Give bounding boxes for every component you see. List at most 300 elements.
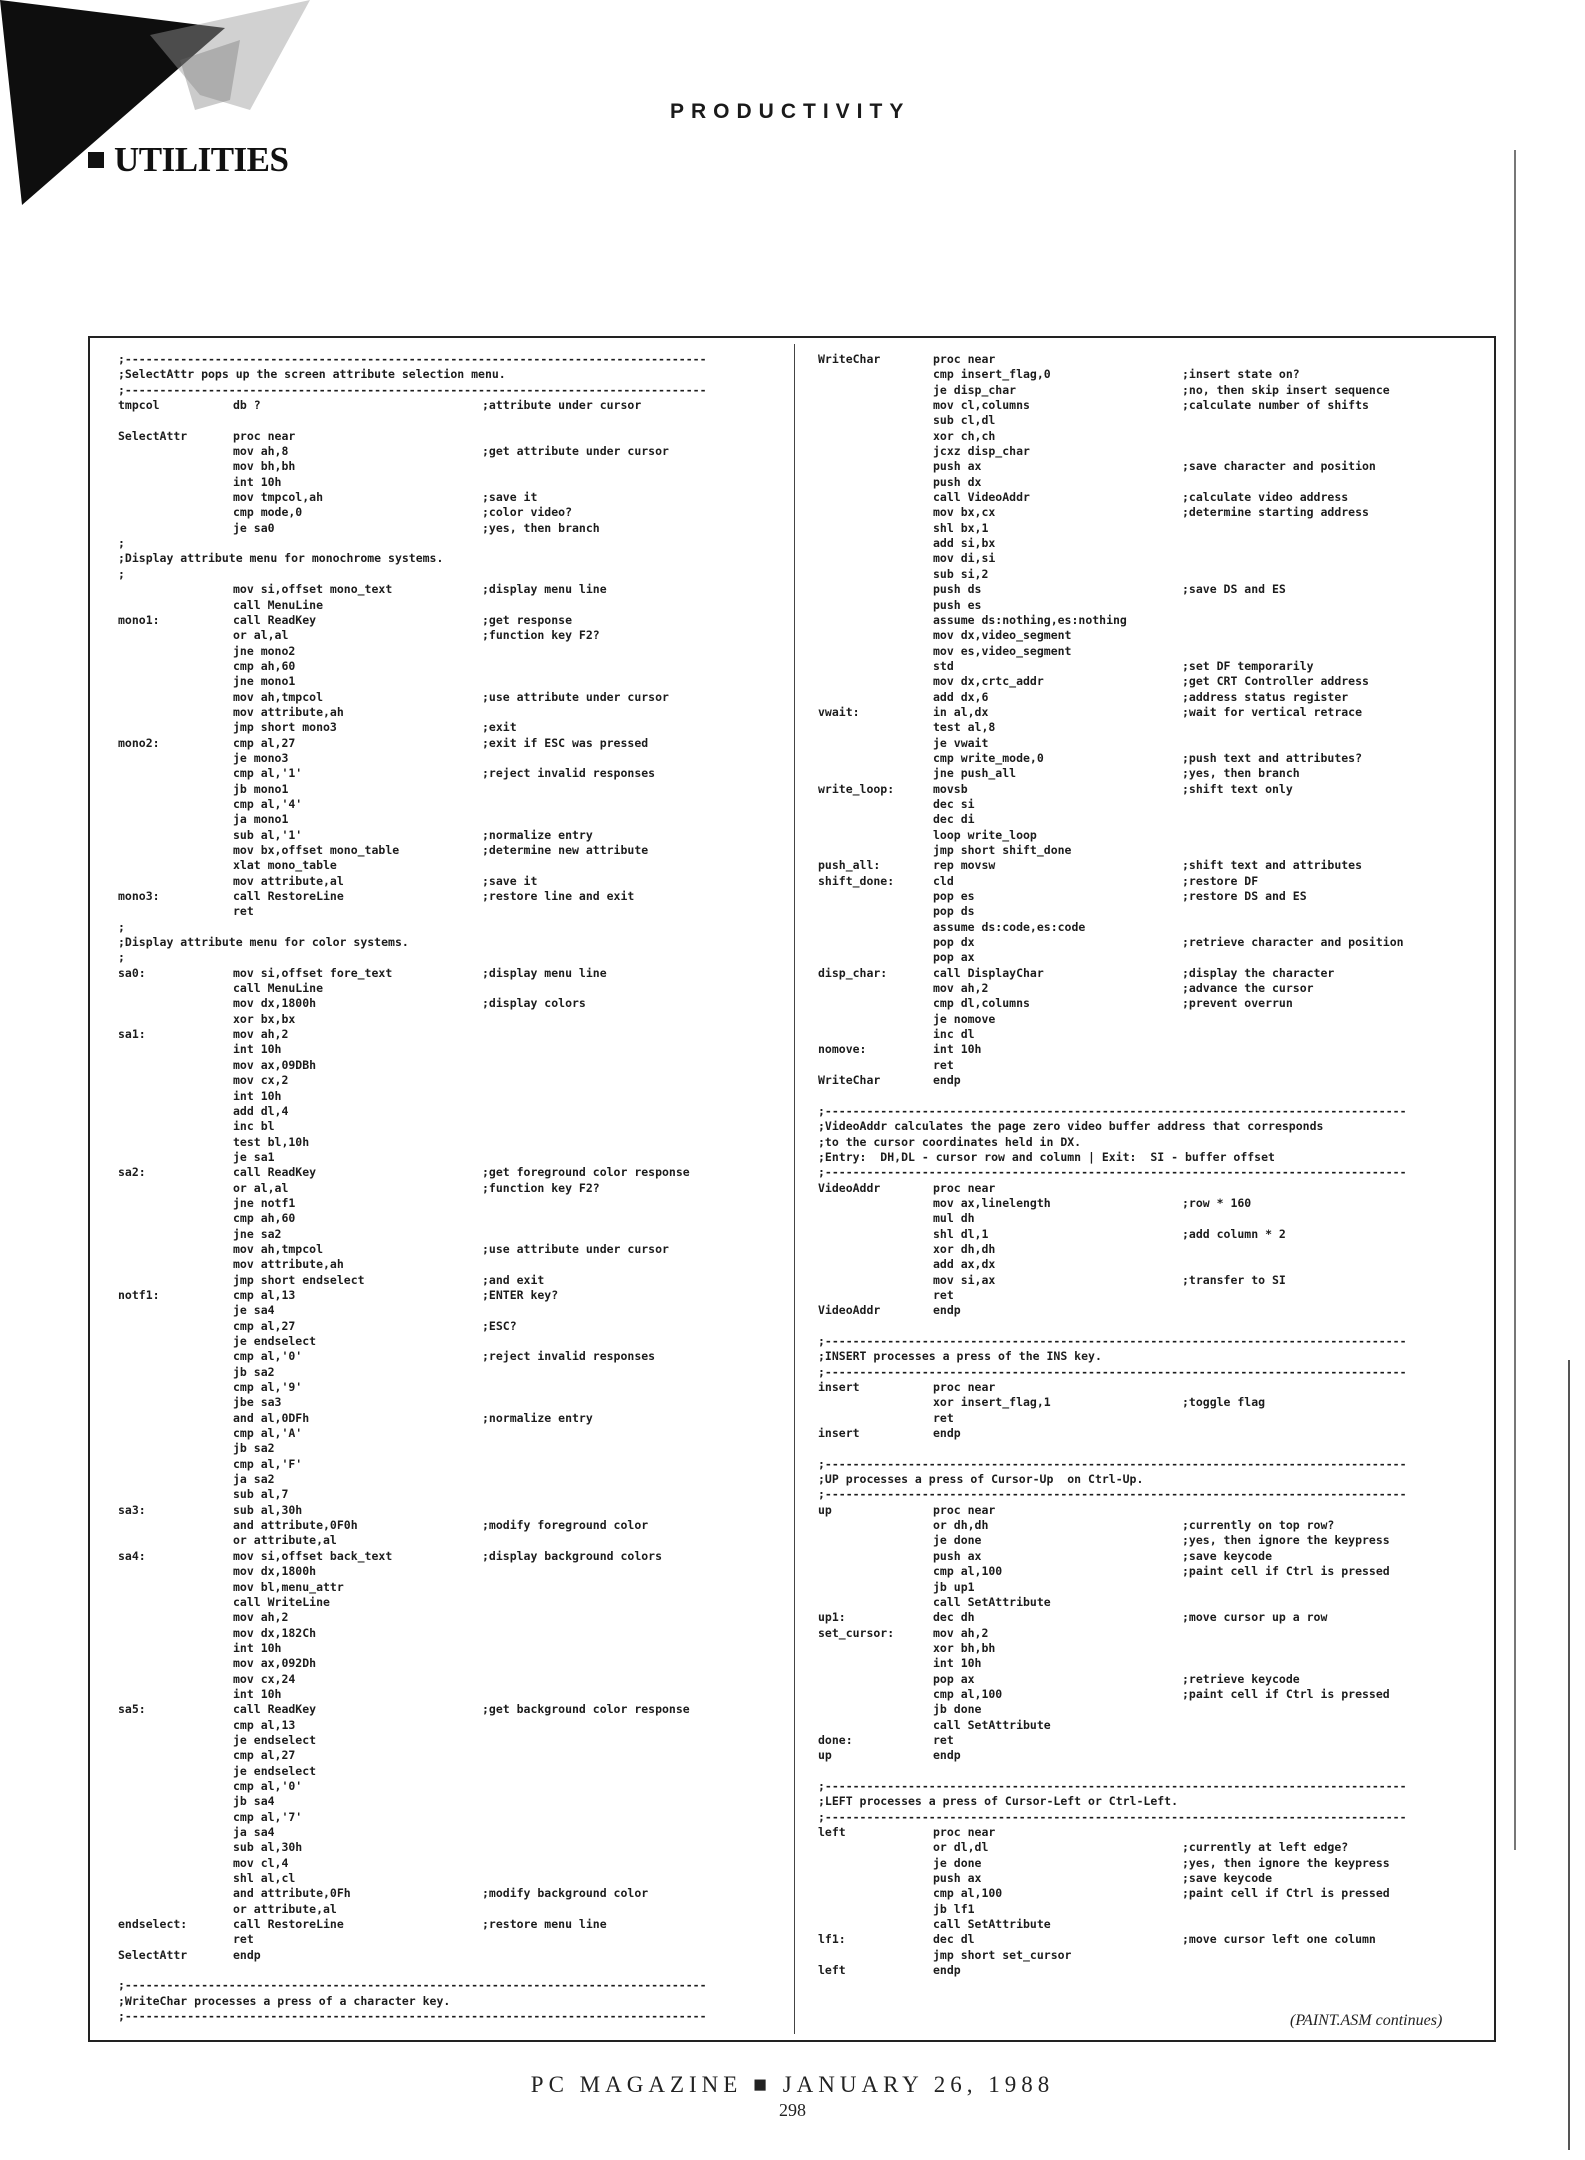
code-comment: ;shift text and attributes — [1182, 858, 1363, 873]
separator-rule: ;------------------------------------------------------------------------------------ — [818, 1487, 1407, 1502]
code-line — [818, 475, 1478, 490]
code-instruction: mov ah,2 — [933, 1625, 989, 1640]
code-instruction: jmp short set_cursor — [933, 1947, 1072, 1962]
code-instruction: call RestoreLine — [233, 1917, 344, 1932]
code-comment: ;get foreground color response — [482, 1165, 690, 1180]
code-comment: ;yes, then ignore the keypress — [1182, 1533, 1390, 1548]
code-instruction: sub si,2 — [933, 566, 989, 581]
code-instruction: xor bh,bh — [933, 1640, 996, 1655]
separator-rule: ;------------------------------------------------------------------------------------ — [818, 1334, 1407, 1348]
separator-rule: ;------------------------------------------------------------------------------------ — [818, 1456, 1407, 1471]
code-instruction: je vwait — [933, 735, 989, 750]
code-comment: ;modify foreground color — [482, 1518, 649, 1533]
code-comment: ;retrieve keycode — [1182, 1671, 1300, 1686]
code-instruction: call MenuLine — [233, 597, 324, 612]
code-instruction: cld — [933, 873, 954, 888]
code-line — [118, 1042, 778, 1057]
code-line — [818, 582, 1478, 597]
code-line — [118, 766, 778, 781]
code-instruction: mov attribute,ah — [233, 1257, 344, 1272]
code-line — [118, 1487, 778, 1502]
code-instruction: rep movsw — [933, 858, 996, 873]
code-line — [118, 659, 778, 674]
code-line — [118, 1810, 778, 1825]
code-line — [118, 1564, 778, 1579]
code-line — [818, 1242, 1478, 1257]
code-line — [818, 1794, 1478, 1809]
code-line — [118, 1932, 778, 1947]
code-line — [818, 1150, 1478, 1165]
code-instruction: inc bl — [233, 1119, 275, 1134]
code-comment: ;restore line and exit — [482, 889, 635, 904]
code-line — [118, 1825, 778, 1840]
code-line — [118, 383, 778, 398]
code-line — [818, 367, 1478, 382]
code-line — [118, 521, 778, 536]
code-line — [818, 505, 1478, 520]
code-instruction: mov ah,tmpcol — [233, 689, 324, 704]
section-label: PRODUCTIVITY — [670, 100, 911, 123]
code-line — [818, 1487, 1478, 1502]
code-line — [818, 812, 1478, 827]
code-comment: ;yes, then ignore the keypress — [1182, 1855, 1390, 1870]
code-instruction: call ReadKey — [233, 1702, 317, 1717]
code-label: SelectAttr — [118, 428, 188, 443]
code-line — [818, 782, 1478, 797]
code-line — [118, 459, 778, 474]
code-comment: ;no, then skip insert sequence — [1182, 382, 1390, 397]
code-instruction: mov ah,tmpcol — [233, 1241, 324, 1256]
code-label: tmpcol — [118, 398, 160, 413]
code-instruction: movsb — [933, 781, 968, 796]
code-line — [118, 1902, 778, 1917]
code-comment: ;save it — [482, 490, 538, 505]
code-comment: ;wait for vertical retrace — [1182, 704, 1363, 719]
code-line — [818, 1319, 1478, 1334]
code-instruction: mov dx,crtc_addr — [933, 674, 1044, 689]
code-label: insert — [818, 1380, 860, 1395]
code-instruction: cmp al,'F' — [233, 1456, 303, 1471]
code-line — [818, 1595, 1478, 1610]
code-instruction: cmp al,'4' — [233, 796, 303, 811]
code-line — [818, 1917, 1478, 1932]
code-line — [818, 1856, 1478, 1871]
code-line — [818, 1564, 1478, 1579]
code-instruction: sub al,'1' — [233, 827, 303, 842]
code-instruction: proc near — [233, 428, 296, 443]
code-line — [818, 766, 1478, 781]
code-instruction: mov si,offset fore_text — [233, 965, 393, 980]
code-instruction: mov ah,8 — [233, 444, 289, 459]
code-line — [118, 950, 778, 965]
code-label: mono1: — [118, 612, 160, 627]
code-line — [118, 1135, 778, 1150]
code-line — [818, 1089, 1478, 1104]
code-instruction: jne push_all — [933, 766, 1017, 781]
code-line — [118, 1626, 778, 1641]
code-line — [818, 996, 1478, 1011]
code-instruction: je sa0 — [233, 520, 275, 535]
code-line — [818, 874, 1478, 889]
code-instruction: inc dl — [933, 1027, 975, 1042]
code-line — [818, 1119, 1478, 1134]
code-instruction: endp — [933, 1073, 961, 1088]
code-label: endselect: — [118, 1917, 188, 1932]
code-instruction: cmp ah,60 — [233, 658, 296, 673]
code-instruction: mov es,video_segment — [933, 643, 1072, 658]
code-line — [118, 981, 778, 996]
code-line — [818, 459, 1478, 474]
code-comment: ;reject invalid responses — [482, 1349, 656, 1364]
code-instruction: jb lf1 — [933, 1901, 975, 1916]
code-line — [118, 996, 778, 1011]
code-line — [118, 1702, 778, 1717]
code-line — [818, 567, 1478, 582]
code-comment: ;use attribute under cursor — [482, 689, 669, 704]
code-line — [118, 1181, 778, 1196]
code-instruction: mov ax,092Dh — [233, 1656, 317, 1671]
code-comment: ;save keycode — [1182, 1548, 1273, 1563]
code-label: notf1: — [118, 1287, 160, 1302]
code-instruction: call MenuLine — [233, 981, 324, 996]
code-comment: ;add column * 2 — [1182, 1226, 1286, 1241]
code-instruction: cmp al,27 — [233, 1318, 296, 1333]
code-line — [118, 1273, 778, 1288]
page-number: 298 — [779, 2100, 806, 2120]
code-line — [118, 475, 778, 490]
code-instruction: endp — [933, 1303, 961, 1318]
code-instruction: cmp mode,0 — [233, 505, 303, 520]
code-line — [118, 1503, 778, 1518]
code-line — [118, 1349, 778, 1364]
code-line — [118, 1672, 778, 1687]
code-line — [118, 2009, 778, 2024]
code-instruction: mov dx,1800h — [233, 1564, 317, 1579]
code-instruction: push es — [933, 597, 982, 612]
code-line — [818, 1610, 1478, 1625]
code-line — [818, 1641, 1478, 1656]
separator-rule: ;------------------------------------------------------------------------------------ — [818, 1103, 1407, 1118]
code-instruction: dec dh — [933, 1610, 975, 1625]
code-instruction: je done — [933, 1855, 982, 1870]
code-line — [118, 1365, 778, 1380]
code-instruction: ja sa4 — [233, 1825, 275, 1839]
code-comment: ;display the character — [1182, 965, 1335, 980]
code-line — [818, 1626, 1478, 1641]
code-label: SelectAttr — [118, 1947, 188, 1962]
code-instruction: int 10h — [233, 474, 282, 489]
code-line — [818, 1196, 1478, 1211]
code-line — [818, 751, 1478, 766]
code-comment: ;save character and position — [1182, 459, 1376, 474]
code-instruction: or attribute,al — [233, 1533, 337, 1548]
code-instruction: cmp al,100 — [933, 1564, 1003, 1579]
code-line — [818, 1273, 1478, 1288]
code-line — [118, 828, 778, 843]
code-label: WriteChar — [818, 352, 881, 366]
code-label: VideoAddr — [818, 1180, 881, 1195]
code-label: sa1: — [118, 1027, 146, 1042]
code-instruction: je sa4 — [233, 1303, 275, 1318]
code-instruction: or attribute,al — [233, 1901, 337, 1916]
code-label: vwait: — [818, 704, 860, 719]
code-comment: ;row * 160 — [1182, 1195, 1252, 1210]
code-line — [818, 1227, 1478, 1242]
code-line — [118, 1150, 778, 1165]
code-line — [118, 920, 778, 935]
code-instruction: jne notf1 — [233, 1195, 296, 1210]
code-line — [818, 966, 1478, 981]
code-line — [818, 521, 1478, 536]
code-line — [818, 413, 1478, 428]
code-line — [118, 1319, 778, 1334]
code-line — [118, 1856, 778, 1871]
code-line — [818, 1533, 1478, 1548]
code-instruction: mov cx,24 — [233, 1671, 296, 1686]
code-line — [118, 874, 778, 889]
code-instruction: jcxz disp_char — [933, 444, 1030, 459]
code-label: ; — [118, 950, 125, 965]
code-instruction: je sa1 — [233, 1149, 275, 1164]
department-heading — [88, 140, 288, 180]
code-comment: ;display colors — [482, 996, 586, 1011]
code-instruction: add si,bx — [933, 536, 996, 551]
code-instruction: cmp al,27 — [233, 735, 296, 750]
code-comment: ;determine new attribute — [482, 843, 649, 857]
code-line — [118, 966, 778, 981]
code-label: VideoAddr — [818, 1303, 881, 1318]
bullet-square-icon — [88, 152, 104, 168]
code-instruction: mov attribute,al — [233, 873, 344, 888]
code-line — [118, 1978, 778, 1993]
code-line — [818, 1948, 1478, 1963]
code-label: shift_done: — [818, 873, 895, 888]
code-instruction: call VideoAddr — [933, 490, 1030, 505]
code-instruction: cmp al,'1' — [233, 766, 303, 781]
code-comment: ;display background colors — [482, 1548, 663, 1563]
code-line — [818, 1871, 1478, 1886]
code-instruction: or dl,dl — [933, 1840, 989, 1855]
code-instruction: call WriteLine — [233, 1594, 330, 1609]
code-instruction: je endselect — [233, 1763, 317, 1778]
code-instruction: int 10h — [233, 1640, 282, 1655]
code-comment: ;restore DS and ES — [1182, 889, 1307, 904]
code-line — [818, 1825, 1478, 1840]
code-comment: ;get response — [482, 612, 573, 627]
code-instruction: jne sa2 — [233, 1226, 282, 1241]
code-label: done: — [818, 1732, 853, 1747]
code-line — [818, 674, 1478, 689]
code-instruction: proc near — [933, 352, 996, 366]
code-label: up1: — [818, 1610, 846, 1625]
code-line — [118, 1656, 778, 1671]
code-instruction: push ax — [933, 1548, 982, 1563]
code-line — [818, 1902, 1478, 1917]
code-label: ; — [118, 919, 125, 934]
code-instruction: cmp al,'0' — [233, 1349, 303, 1364]
code-instruction: jmp short shift_done — [933, 843, 1072, 857]
code-instruction: mul dh — [933, 1211, 975, 1226]
code-comment: ;save it — [482, 873, 538, 888]
code-comment: ;get attribute under cursor — [482, 444, 669, 459]
code-line — [818, 1472, 1478, 1487]
code-instruction: mov cx,2 — [233, 1073, 289, 1088]
code-line — [818, 383, 1478, 398]
code-instruction: xor insert_flag,1 — [933, 1395, 1051, 1410]
code-line — [118, 490, 778, 505]
code-line — [818, 1580, 1478, 1595]
code-comment: ;paint cell if Ctrl is pressed — [1182, 1686, 1390, 1701]
code-line — [118, 1549, 778, 1564]
code-line — [118, 1441, 778, 1456]
code-comment: ;reject invalid responses — [482, 766, 656, 781]
code-line — [818, 628, 1478, 643]
code-line — [818, 1349, 1478, 1364]
listing-column-right — [818, 352, 1478, 1978]
code-comment: ;address status register — [1182, 689, 1349, 704]
code-instruction: push ds — [933, 582, 982, 597]
code-comment: ;use attribute under cursor — [482, 1241, 669, 1256]
code-instruction: mov ah,2 — [233, 1027, 289, 1042]
code-comment: ;paint cell if Ctrl is pressed — [1182, 1886, 1390, 1901]
code-instruction: test al,8 — [933, 720, 996, 735]
code-instruction: jb done — [933, 1702, 982, 1717]
code-line — [818, 429, 1478, 444]
code-comment: ;ESC? — [482, 1318, 517, 1333]
code-comment: ;get CRT Controller address — [1182, 674, 1369, 689]
code-comment: ;push text and attributes? — [1182, 750, 1363, 765]
code-instruction: cmp ah,60 — [233, 1211, 296, 1226]
code-line — [118, 1426, 778, 1441]
code-line — [818, 490, 1478, 505]
code-line — [118, 1871, 778, 1886]
code-label: ;LEFT processes a press of Cursor-Left or Ctrl-Left. — [818, 1794, 1179, 1809]
code-line — [118, 1227, 778, 1242]
code-label: mono3: — [118, 889, 160, 904]
code-line — [118, 1779, 778, 1794]
code-comment: ;toggle flag — [1182, 1395, 1266, 1410]
code-instruction: mov si,offset mono_text — [233, 582, 393, 597]
margin-rule-lower — [1568, 1360, 1570, 2150]
code-instruction: mov ax,linelength — [933, 1195, 1051, 1210]
code-line — [818, 1411, 1478, 1426]
code-instruction: shl bx,1 — [933, 520, 989, 535]
code-instruction: mov bl,menu_attr — [233, 1579, 344, 1594]
code-instruction: ja sa2 — [233, 1472, 275, 1487]
code-line — [818, 1012, 1478, 1027]
code-instruction: call SetAttribute — [933, 1717, 1051, 1732]
separator-rule: ;------------------------------------------------------------------------------------ — [818, 1778, 1407, 1793]
code-line — [118, 1733, 778, 1748]
code-label: up — [818, 1502, 832, 1517]
code-line — [818, 858, 1478, 873]
code-line — [118, 1794, 778, 1809]
code-instruction: jb up1 — [933, 1579, 975, 1594]
code-comment: ;and exit — [482, 1272, 545, 1287]
code-line — [118, 674, 778, 689]
code-instruction: shl dl,1 — [933, 1226, 989, 1241]
code-label: ;INSERT processes a press of the INS key. — [818, 1349, 1102, 1364]
code-line — [118, 1687, 778, 1702]
code-instruction: dec dl — [933, 1932, 975, 1947]
code-comment: ;insert state on? — [1182, 367, 1300, 382]
code-line — [118, 444, 778, 459]
code-line — [818, 1779, 1478, 1794]
code-instruction: je nomove — [933, 1011, 996, 1026]
code-line — [118, 1518, 778, 1533]
code-line — [118, 1058, 778, 1073]
code-line — [118, 536, 778, 551]
code-instruction: jb sa4 — [233, 1794, 275, 1809]
code-line — [818, 551, 1478, 566]
code-label: disp_char: — [818, 965, 888, 980]
code-line — [118, 1610, 778, 1625]
code-comment: ;yes, then branch — [1182, 766, 1300, 781]
code-instruction: je mono3 — [233, 750, 289, 765]
code-instruction: int 10h — [933, 1042, 982, 1057]
code-instruction: call ReadKey — [233, 1165, 317, 1180]
code-line — [818, 843, 1478, 858]
code-line — [818, 797, 1478, 812]
code-comment: ;restore menu line — [482, 1917, 607, 1932]
code-line — [118, 782, 778, 797]
code-instruction: endp — [933, 1426, 961, 1441]
code-line — [118, 1242, 778, 1257]
code-line — [818, 828, 1478, 843]
code-instruction: sub cl,dl — [933, 413, 996, 428]
code-instruction: int 10h — [233, 1042, 282, 1057]
code-line — [118, 1211, 778, 1226]
code-line — [118, 413, 778, 428]
code-instruction: cmp al,'7' — [233, 1809, 303, 1824]
code-line — [818, 736, 1478, 751]
code-instruction: cmp al,'0' — [233, 1778, 303, 1793]
code-line — [118, 1641, 778, 1656]
code-line — [818, 1334, 1478, 1349]
code-line — [118, 705, 778, 720]
code-line — [118, 1012, 778, 1027]
code-line — [818, 598, 1478, 613]
code-line — [118, 567, 778, 582]
code-instruction: dec di — [933, 812, 975, 827]
code-line — [118, 1595, 778, 1610]
code-line — [118, 398, 778, 413]
code-comment: ;currently at left edge? — [1182, 1840, 1349, 1855]
code-label: mono2: — [118, 735, 160, 750]
code-line — [818, 1733, 1478, 1748]
separator-rule: ;------------------------------------------------------------------------------------ — [118, 2009, 707, 2024]
code-line — [118, 1533, 778, 1548]
code-instruction: jbe sa3 — [233, 1395, 282, 1410]
code-line — [118, 1119, 778, 1134]
code-line — [118, 1165, 778, 1180]
separator-rule: ;------------------------------------------------------------------------------------ — [818, 1364, 1407, 1379]
separator-rule: ;------------------------------------------------------------------------------------ — [118, 1978, 707, 1993]
code-label: ;SelectAttr pops up the screen attribute selection menu. — [118, 367, 506, 382]
code-line — [118, 644, 778, 659]
code-instruction: mov bx,cx — [933, 505, 996, 520]
code-instruction: mov dx,182Ch — [233, 1625, 317, 1640]
code-label: insert — [818, 1426, 860, 1441]
code-line — [818, 1303, 1478, 1318]
code-line — [118, 1196, 778, 1211]
code-instruction: add dx,6 — [933, 689, 989, 704]
code-label: ; — [118, 566, 125, 581]
code-line — [818, 1042, 1478, 1057]
code-line — [818, 1027, 1478, 1042]
code-instruction: mov bx,offset mono_table — [233, 843, 400, 857]
code-line — [818, 690, 1478, 705]
